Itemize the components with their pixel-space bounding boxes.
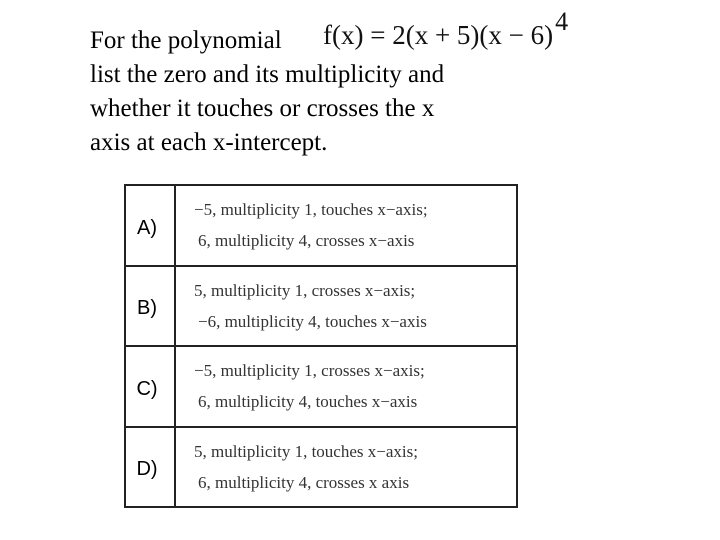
answer-choices-table (124, 184, 518, 508)
choice-letter: D) (125, 427, 175, 508)
question-line-3: whether it touches or crosses the x (90, 95, 435, 122)
choice-letter: C) (125, 346, 175, 427)
choice-answer (175, 427, 517, 508)
choice-letter: A) (125, 185, 175, 266)
choice-answer-line-1: −5, multiplicity 1, touches x−axis; (194, 200, 428, 220)
choice-answer-line-2: 6, multiplicity 4, crosses x−axis (198, 231, 415, 251)
choice-answer (175, 266, 517, 347)
choice-answer (175, 185, 517, 266)
choice-answer-line-2: 6, multiplicity 4, touches x−axis (198, 392, 418, 412)
choice-answer-line-1: 5, multiplicity 1, touches x−axis; (194, 441, 418, 461)
formula-expression: f(x) = 2(x + 5)(x − 6) (323, 20, 554, 50)
choice-row-d[interactable] (125, 427, 517, 508)
polynomial-formula (323, 7, 569, 51)
choice-answer (175, 346, 517, 427)
choice-row-b[interactable] (125, 266, 517, 347)
choice-answer-line-2: −6, multiplicity 4, touches x−axis (198, 311, 427, 331)
choice-row-a[interactable] (125, 185, 517, 266)
formula-exponent: 4 (555, 7, 569, 36)
choice-row-c[interactable] (125, 346, 517, 427)
question-line-4: axis at each x-intercept. (90, 129, 328, 156)
choice-letter: B) (125, 266, 175, 347)
choice-answer-line-1: −5, multiplicity 1, crosses x−axis; (194, 361, 425, 381)
choice-answer-line-2: 6, multiplicity 4, crosses x axis (198, 472, 410, 492)
question-line-1: For the polynomial (90, 27, 282, 54)
choice-answer-line-1: 5, multiplicity 1, crosses x−axis; (194, 280, 416, 300)
question-line-2: list the zero and its multiplicity and (90, 61, 445, 88)
